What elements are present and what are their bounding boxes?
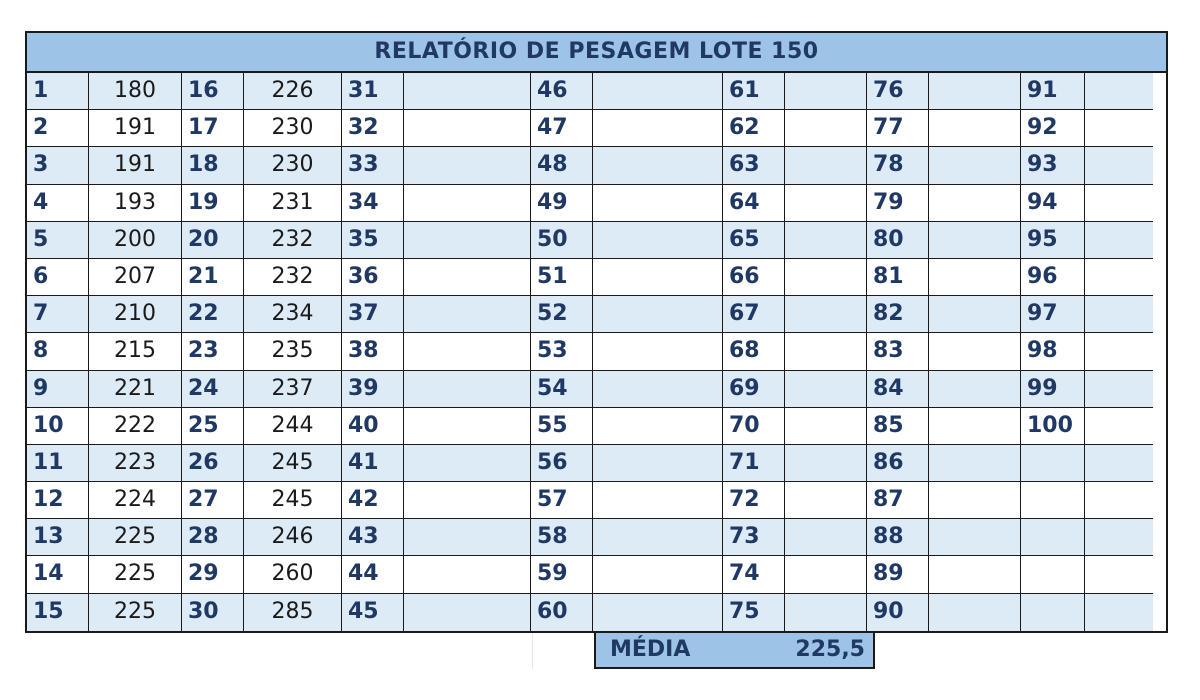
entry-number: 54 <box>531 371 593 408</box>
entry-weight <box>404 482 531 519</box>
entry-number: 12 <box>27 482 89 519</box>
entry-weight: 215 <box>89 333 182 370</box>
weighing-grid <box>27 73 1166 631</box>
entry-number: 64 <box>723 185 785 222</box>
entry-number: 86 <box>867 445 929 482</box>
entry-number: 99 <box>1021 371 1085 408</box>
entry-weight <box>404 333 531 370</box>
entry-number: 37 <box>342 296 404 333</box>
entry-number: 13 <box>27 519 89 556</box>
entry-number: 19 <box>182 185 244 222</box>
entry-number: 10 <box>27 408 89 445</box>
entry-weight: 230 <box>244 110 342 147</box>
entry-weight <box>1085 371 1153 408</box>
entry-number: 1 <box>27 73 89 110</box>
divider <box>532 633 533 669</box>
entry-weight <box>593 222 723 259</box>
entry-weight <box>1085 408 1153 445</box>
entry-number: 39 <box>342 371 404 408</box>
entry-number: 8 <box>27 333 89 370</box>
entry-number: 38 <box>342 333 404 370</box>
entry-number: 26 <box>182 445 244 482</box>
entry-number: 98 <box>1021 333 1085 370</box>
entry-weight <box>929 333 1021 370</box>
entry-number: 49 <box>531 185 593 222</box>
entry-weight <box>1085 259 1153 296</box>
entry-number: 43 <box>342 519 404 556</box>
entry-weight <box>929 222 1021 259</box>
entry-weight: 210 <box>89 296 182 333</box>
entry-number: 9 <box>27 371 89 408</box>
entry-number: 58 <box>531 519 593 556</box>
entry-number: 16 <box>182 73 244 110</box>
entry-number: 89 <box>867 556 929 593</box>
entry-weight: 237 <box>244 371 342 408</box>
entry-number: 48 <box>531 147 593 184</box>
entry-number: 30 <box>182 594 244 631</box>
entry-weight <box>929 445 1021 482</box>
entry-number: 5 <box>27 222 89 259</box>
entry-weight <box>404 259 531 296</box>
entry-number: 27 <box>182 482 244 519</box>
entry-weight <box>785 594 867 631</box>
entry-number: 46 <box>531 73 593 110</box>
entry-number: 96 <box>1021 259 1085 296</box>
entry-weight: 234 <box>244 296 342 333</box>
entry-number: 68 <box>723 333 785 370</box>
entry-number: 36 <box>342 259 404 296</box>
entry-weight <box>929 147 1021 184</box>
entry-weight: 245 <box>244 445 342 482</box>
entry-weight: 191 <box>89 147 182 184</box>
entry-weight <box>929 482 1021 519</box>
entry-weight <box>785 296 867 333</box>
entry-number: 93 <box>1021 147 1085 184</box>
entry-weight <box>785 445 867 482</box>
entry-number: 34 <box>342 185 404 222</box>
entry-number: 52 <box>531 296 593 333</box>
entry-weight <box>593 408 723 445</box>
entry-number: 17 <box>182 110 244 147</box>
entry-number: 78 <box>867 147 929 184</box>
entry-number: 3 <box>27 147 89 184</box>
entry-weight <box>593 185 723 222</box>
empty-cell <box>1021 445 1085 482</box>
entry-weight: 226 <box>244 73 342 110</box>
entry-number: 22 <box>182 296 244 333</box>
entry-number: 71 <box>723 445 785 482</box>
entry-weight <box>1085 110 1153 147</box>
entry-weight <box>593 556 723 593</box>
empty-cell <box>1021 556 1085 593</box>
entry-weight <box>404 519 531 556</box>
entry-weight <box>1085 185 1153 222</box>
entry-weight: 232 <box>244 259 342 296</box>
average-value: 225,5 <box>795 637 865 662</box>
entry-weight <box>404 594 531 631</box>
entry-weight: 244 <box>244 408 342 445</box>
entry-weight: 230 <box>244 147 342 184</box>
entry-weight <box>404 296 531 333</box>
entry-number: 7 <box>27 296 89 333</box>
entry-number: 69 <box>723 371 785 408</box>
entry-number: 32 <box>342 110 404 147</box>
entry-weight: 245 <box>244 482 342 519</box>
entry-number: 90 <box>867 594 929 631</box>
entry-weight <box>785 222 867 259</box>
entry-number: 11 <box>27 445 89 482</box>
entry-weight <box>404 371 531 408</box>
empty-cell <box>1021 519 1085 556</box>
entry-number: 62 <box>723 110 785 147</box>
entry-weight <box>785 259 867 296</box>
entry-number: 2 <box>27 110 89 147</box>
entry-number: 40 <box>342 408 404 445</box>
entry-number: 53 <box>531 333 593 370</box>
entry-number: 56 <box>531 445 593 482</box>
entry-number: 60 <box>531 594 593 631</box>
entry-number: 25 <box>182 408 244 445</box>
entry-weight <box>785 556 867 593</box>
entry-weight <box>929 371 1021 408</box>
entry-number: 76 <box>867 73 929 110</box>
entry-number: 95 <box>1021 222 1085 259</box>
empty-cell <box>1085 594 1153 631</box>
empty-cell <box>1085 556 1153 593</box>
entry-number: 50 <box>531 222 593 259</box>
entry-weight: 231 <box>244 185 342 222</box>
weighing-report-table <box>25 31 1168 633</box>
entry-number: 82 <box>867 296 929 333</box>
empty-cell <box>1085 519 1153 556</box>
entry-number: 65 <box>723 222 785 259</box>
entry-number: 73 <box>723 519 785 556</box>
entry-weight <box>593 147 723 184</box>
entry-weight <box>785 371 867 408</box>
entry-weight <box>593 371 723 408</box>
entry-number: 41 <box>342 445 404 482</box>
entry-weight: 193 <box>89 185 182 222</box>
entry-number: 18 <box>182 147 244 184</box>
entry-weight: 260 <box>244 556 342 593</box>
entry-number: 15 <box>27 594 89 631</box>
entry-number: 97 <box>1021 296 1085 333</box>
entry-weight <box>1085 296 1153 333</box>
entry-number: 80 <box>867 222 929 259</box>
entry-weight <box>929 296 1021 333</box>
entry-number: 4 <box>27 185 89 222</box>
entry-number: 31 <box>342 73 404 110</box>
entry-weight: 200 <box>89 222 182 259</box>
entry-number: 28 <box>182 519 244 556</box>
entry-number: 87 <box>867 482 929 519</box>
entry-number: 83 <box>867 333 929 370</box>
entry-number: 81 <box>867 259 929 296</box>
entry-weight <box>1085 222 1153 259</box>
entry-number: 29 <box>182 556 244 593</box>
entry-number: 23 <box>182 333 244 370</box>
entry-number: 85 <box>867 408 929 445</box>
entry-number: 77 <box>867 110 929 147</box>
entry-number: 91 <box>1021 73 1085 110</box>
report-title: RELATÓRIO DE PESAGEM LOTE 150 <box>27 33 1166 73</box>
entry-weight <box>1085 333 1153 370</box>
entry-weight <box>404 445 531 482</box>
entry-weight: 235 <box>244 333 342 370</box>
entry-number: 79 <box>867 185 929 222</box>
entry-number: 94 <box>1021 185 1085 222</box>
entry-weight <box>929 110 1021 147</box>
entry-weight: 225 <box>89 519 182 556</box>
entry-number: 72 <box>723 482 785 519</box>
entry-weight <box>404 222 531 259</box>
entry-weight <box>593 333 723 370</box>
entry-weight: 246 <box>244 519 342 556</box>
entry-weight: 221 <box>89 371 182 408</box>
entry-number: 33 <box>342 147 404 184</box>
entry-weight <box>929 73 1021 110</box>
entry-weight <box>404 556 531 593</box>
entry-weight <box>785 73 867 110</box>
entry-weight <box>404 408 531 445</box>
entry-weight: 225 <box>89 556 182 593</box>
entry-weight <box>929 408 1021 445</box>
entry-number: 74 <box>723 556 785 593</box>
entry-weight <box>404 185 531 222</box>
entry-number: 44 <box>342 556 404 593</box>
entry-number: 51 <box>531 259 593 296</box>
entry-weight: 180 <box>89 73 182 110</box>
entry-weight <box>1085 73 1153 110</box>
entry-number: 55 <box>531 408 593 445</box>
empty-cell <box>1085 482 1153 519</box>
entry-weight <box>929 556 1021 593</box>
entry-number: 100 <box>1021 408 1085 445</box>
entry-number: 88 <box>867 519 929 556</box>
entry-weight <box>785 110 867 147</box>
entry-weight: 225 <box>89 594 182 631</box>
entry-weight <box>593 594 723 631</box>
entry-weight <box>929 185 1021 222</box>
entry-number: 14 <box>27 556 89 593</box>
entry-weight: 222 <box>89 408 182 445</box>
entry-number: 75 <box>723 594 785 631</box>
entry-number: 70 <box>723 408 785 445</box>
entry-number: 20 <box>182 222 244 259</box>
entry-weight <box>929 259 1021 296</box>
entry-number: 6 <box>27 259 89 296</box>
entry-weight <box>593 445 723 482</box>
entry-number: 63 <box>723 147 785 184</box>
entry-weight: 285 <box>244 594 342 631</box>
entry-number: 84 <box>867 371 929 408</box>
entry-number: 47 <box>531 110 593 147</box>
empty-cell <box>1021 482 1085 519</box>
entry-weight <box>593 73 723 110</box>
entry-number: 45 <box>342 594 404 631</box>
entry-number: 35 <box>342 222 404 259</box>
entry-number: 21 <box>182 259 244 296</box>
entry-weight <box>593 519 723 556</box>
entry-weight <box>404 73 531 110</box>
entry-weight <box>785 333 867 370</box>
entry-weight <box>785 147 867 184</box>
entry-weight: 232 <box>244 222 342 259</box>
entry-weight <box>593 482 723 519</box>
entry-number: 61 <box>723 73 785 110</box>
empty-cell <box>1021 594 1085 631</box>
entry-weight <box>404 110 531 147</box>
entry-weight <box>785 482 867 519</box>
entry-weight: 224 <box>89 482 182 519</box>
entry-weight <box>1085 147 1153 184</box>
entry-weight: 207 <box>89 259 182 296</box>
entry-weight <box>929 594 1021 631</box>
entry-number: 59 <box>531 556 593 593</box>
entry-weight <box>593 296 723 333</box>
average-box <box>594 631 875 669</box>
entry-number: 57 <box>531 482 593 519</box>
entry-number: 66 <box>723 259 785 296</box>
entry-weight <box>593 259 723 296</box>
entry-weight <box>593 110 723 147</box>
entry-weight: 191 <box>89 110 182 147</box>
entry-weight <box>929 519 1021 556</box>
entry-number: 24 <box>182 371 244 408</box>
entry-weight <box>785 519 867 556</box>
entry-number: 67 <box>723 296 785 333</box>
entry-weight <box>785 185 867 222</box>
entry-number: 42 <box>342 482 404 519</box>
entry-weight <box>404 147 531 184</box>
entry-weight: 223 <box>89 445 182 482</box>
entry-number: 92 <box>1021 110 1085 147</box>
average-label: MÉDIA <box>610 637 691 662</box>
entry-weight <box>785 408 867 445</box>
empty-cell <box>1085 445 1153 482</box>
